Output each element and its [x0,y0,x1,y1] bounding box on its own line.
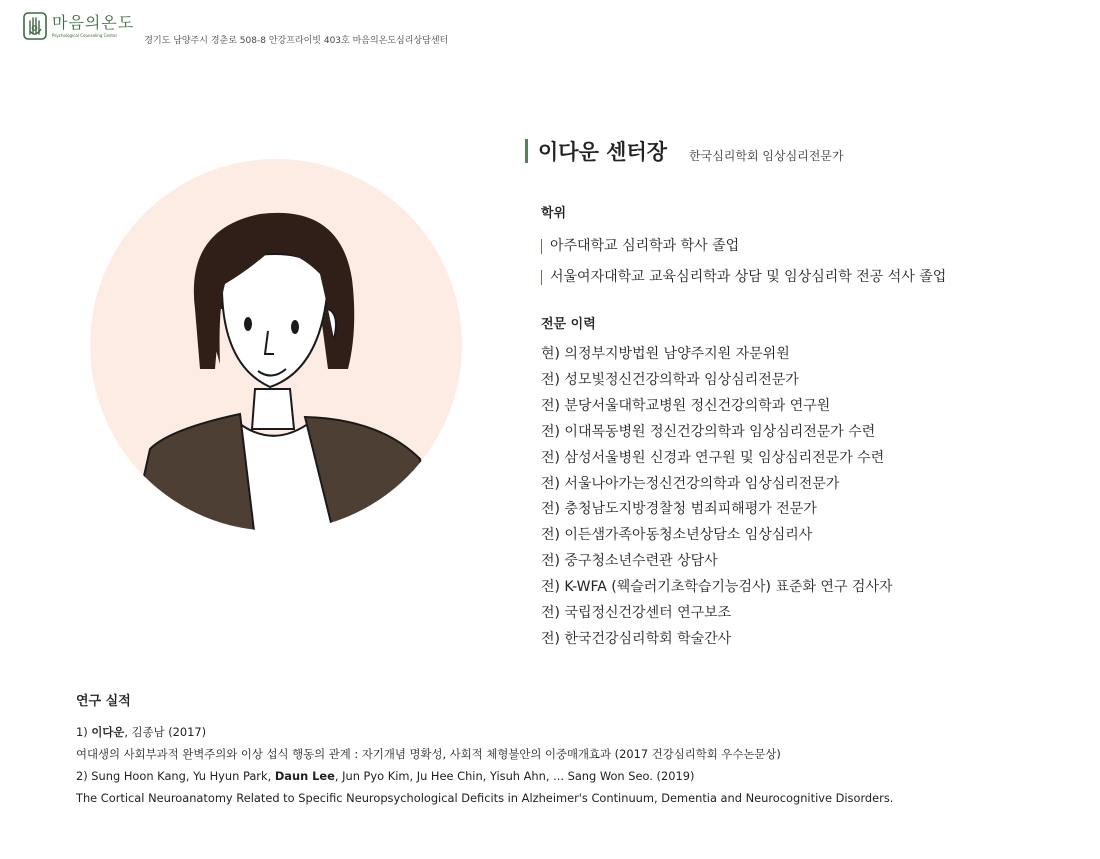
address-text: 경기도 남양주시 경춘로 508-8 안강프라이빗 403호 마음의온도심리상담센터 [144,36,449,46]
degree-item [541,231,1085,262]
degree-bar [541,270,542,285]
portrait-illustration [90,159,462,531]
director-title: 한국심리학회 임상심리전문가 [689,148,844,163]
research-author-highlight: 이다운 [91,725,125,739]
career-item: 전) 서울나아가는정신건강의학과 임상심리전문가 [541,475,840,492]
research-heading: 연구 실적 [76,694,131,709]
degree-text: 아주대학교 심리학과 학사 졸업 [550,238,740,254]
career-item: 전) 이든샘가족아동청소년상담소 임상심리사 [541,527,813,544]
degree-list [541,231,1085,293]
director-name: 이다운 센터장 [538,140,668,164]
career-item: 전) 분당서울대학교병원 정신건강의학과 연구원 [541,397,831,414]
degree-bar [541,239,542,254]
profile-section [525,136,1085,653]
research-section [76,690,1076,809]
logo-hand-icon [22,12,48,42]
logo[interactable] [22,12,134,42]
research-entry-1-authors [76,721,1076,743]
research-authors-rest: , 김종남 (2017) [124,725,207,739]
degree-section [541,202,1085,293]
career-item: 전) 충청남도지방경찰청 범죄피해평가 전문가 [541,501,817,518]
career-item: 전) 중구청소년수련관 상담사 [541,553,718,570]
research-entry-2-paper: The Cortical Neuroanatomy Related to Specific Neuropsychological Deficits in Alzheimer's Continuum, Dementia and Neurocognitive Disorders. [76,791,894,805]
career-item: 전) K-WFA (웩슬러기초학습기능검사) 표준화 연구 검사자 [541,579,893,596]
career-item: 전) 삼성서울병원 신경과 연구원 및 임상심리전문가 수련 [541,449,885,466]
research-entry-2-authors [76,765,1076,787]
degree-item [541,262,1085,293]
logo-subtitle: Psychological Counseling Center [52,33,118,38]
career-item: 전) 국립정신건강센터 연구보조 [541,605,732,622]
name-row [525,136,1085,166]
career-heading: 전문 이력 [541,317,596,332]
degree-text: 서울여자대학교 교육심리학과 상담 및 임상심리학 전공 석사 졸업 [550,269,947,285]
research-author-highlight: Daun Lee [274,769,335,783]
logo-name: 마음의온도 [52,13,135,32]
career-item: 전) 이대목동병원 정신건강의학과 임상심리전문가 수련 [541,423,876,440]
name-accent-bar [525,139,528,163]
career-section [541,313,1085,653]
research-authors-rest: , Jun Pyo Kim, Ju Hee Chin, Yisuh Ahn, ... Sang Won Seo. (2019) [334,769,695,783]
research-authors-lead: 2) Sung Hoon Kang, Yu Hyun Park, [76,769,275,783]
career-list [541,342,1085,653]
research-index: 1) [76,725,92,739]
research-entry-1-paper: 여대생의 사회부과적 완벽주의와 이상 섭식 행동의 관계 : 자기개념 명확성, 사회적 체형불안의 이중매개효과 (2017 건강심리학회 우수논문상) [76,747,781,761]
career-item: 현) 의정부지방법원 남양주지원 자문위원 [541,346,790,362]
career-item: 전) 한국건강심리학회 학술간사 [541,630,732,647]
header [22,12,448,48]
career-item: 전) 성모빛정신건강의학과 임상심리전문가 [541,371,799,388]
degree-heading: 학위 [541,206,567,221]
